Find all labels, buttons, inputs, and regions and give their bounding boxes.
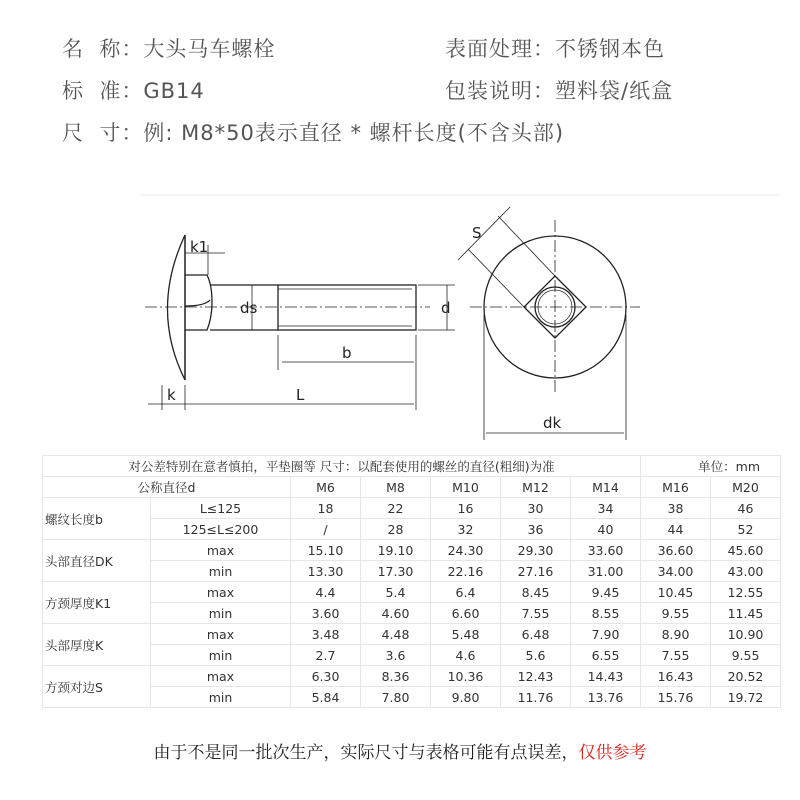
table-cell: 4.6 <box>431 645 501 666</box>
table-cell: 9.55 <box>711 645 781 666</box>
table-cell: 38 <box>641 498 711 519</box>
table-note-row <box>43 456 781 477</box>
spec-label: 尺 寸： <box>62 121 144 145</box>
table-cell: 6.30 <box>291 666 361 687</box>
size-header: M6 <box>291 477 361 498</box>
table-cell: 3.6 <box>361 645 431 666</box>
row-group-label: 头部厚度K <box>43 624 151 666</box>
table-cell: 19.72 <box>711 687 781 708</box>
row-sub-label: min <box>151 603 291 624</box>
size-header: M20 <box>711 477 781 498</box>
table-header-row <box>43 477 781 498</box>
table-cell: 10.90 <box>711 624 781 645</box>
table-cell: 34.00 <box>641 561 711 582</box>
row-group-label: 方颈对边S <box>43 666 151 708</box>
table-cell: 28 <box>361 519 431 540</box>
spec-label: 名 称： <box>62 37 144 61</box>
table-cell: 7.90 <box>571 624 641 645</box>
table-row <box>43 540 781 561</box>
table-cell: 12.55 <box>711 582 781 603</box>
table-row <box>43 687 781 708</box>
table-cell: 11.45 <box>711 603 781 624</box>
table-cell: 6.4 <box>431 582 501 603</box>
table-row <box>43 498 781 519</box>
label-d: d <box>441 299 451 317</box>
nominal-diameter-header: 公称直径d <box>43 477 291 498</box>
row-group-label: 头部直径DK <box>43 540 151 582</box>
row-sub-label: 125≤L≤200 <box>151 519 291 540</box>
label-ds: ds <box>240 299 258 317</box>
label-L: L <box>296 386 305 404</box>
table-cell: 45.60 <box>711 540 781 561</box>
table-cell: 5.6 <box>501 645 571 666</box>
table-cell: 5.4 <box>361 582 431 603</box>
footer-highlight: 仅供参考 <box>578 743 647 763</box>
bolt-front-view <box>458 207 640 440</box>
table-cell: 22.16 <box>431 561 501 582</box>
table-cell: 44 <box>641 519 711 540</box>
size-header: M10 <box>431 477 501 498</box>
table-cell: 52 <box>711 519 781 540</box>
table-cell: 19.10 <box>361 540 431 561</box>
table-cell: 7.80 <box>361 687 431 708</box>
spec-value: 大头马车螺栓 <box>143 37 276 61</box>
row-sub-label: min <box>151 561 291 582</box>
table-cell: 24.30 <box>431 540 501 561</box>
spec-label: 表面处理： <box>445 37 555 61</box>
label-b: b <box>342 344 352 362</box>
table-cell: 22 <box>361 498 431 519</box>
row-sub-label: min <box>151 645 291 666</box>
table-cell: 5.84 <box>291 687 361 708</box>
row-sub-label: max <box>151 624 291 645</box>
table-cell: 4.48 <box>361 624 431 645</box>
spec-value: 塑料袋/纸盒 <box>555 79 674 103</box>
table-cell: 36.60 <box>641 540 711 561</box>
table-cell: 6.60 <box>431 603 501 624</box>
row-group-label: 方颈厚度K1 <box>43 582 151 624</box>
table-cell: 8.45 <box>501 582 571 603</box>
table-cell: 7.55 <box>501 603 571 624</box>
spec-value: 例: M8*50表示直径 * 螺杆长度(不含头部) <box>143 121 565 145</box>
table-cell: 8.36 <box>361 666 431 687</box>
spec-label: 标 准： <box>62 79 144 103</box>
row-sub-label: min <box>151 687 291 708</box>
table-cell: 30 <box>501 498 571 519</box>
row-sub-label: L≤125 <box>151 498 291 519</box>
table-cell: 33.60 <box>571 540 641 561</box>
size-header: M8 <box>361 477 431 498</box>
table-cell: 9.55 <box>641 603 711 624</box>
row-sub-label: max <box>151 582 291 603</box>
table-row <box>43 561 781 582</box>
table-cell: 29.30 <box>501 540 571 561</box>
table-cell: 43.00 <box>711 561 781 582</box>
size-header: M14 <box>571 477 641 498</box>
dimension-table <box>42 455 781 708</box>
table-cell: 4.4 <box>291 582 361 603</box>
spec-label: 包装说明： <box>445 79 555 103</box>
footer-text: 由于不是同一批次生产，实际尺寸与表格可能有点误差， <box>153 743 579 763</box>
table-row <box>43 666 781 687</box>
label-S: S <box>472 224 482 242</box>
table-cell: 15.10 <box>291 540 361 561</box>
table-cell: 9.80 <box>431 687 501 708</box>
table-cell: 4.60 <box>361 603 431 624</box>
table-cell: 7.55 <box>641 645 711 666</box>
table-cell: 31.00 <box>571 561 641 582</box>
table-cell: 11.76 <box>501 687 571 708</box>
table-unit: 单位：mm <box>641 456 781 477</box>
spec-value: 不锈钢本色 <box>555 37 665 61</box>
table-cell: 6.55 <box>571 645 641 666</box>
table-cell: 16.43 <box>641 666 711 687</box>
table-cell: 8.90 <box>641 624 711 645</box>
table-cell: 13.76 <box>571 687 641 708</box>
row-sub-label: max <box>151 666 291 687</box>
table-cell: 12.43 <box>501 666 571 687</box>
table-cell: 13.30 <box>291 561 361 582</box>
label-dk: dk <box>543 414 562 432</box>
table-cell: 36 <box>501 519 571 540</box>
table-row <box>43 519 781 540</box>
table-cell: 6.48 <box>501 624 571 645</box>
table-cell: 20.52 <box>711 666 781 687</box>
label-k1: k1 <box>190 238 209 256</box>
table-cell: 14.43 <box>571 666 641 687</box>
table-note: 对公差特别在意者慎拍，平垫圈等 尺寸：以配套使用的螺丝的直径(粗细)为准 <box>43 456 641 477</box>
table-cell: 2.7 <box>291 645 361 666</box>
table-row <box>43 603 781 624</box>
table-cell: 34 <box>571 498 641 519</box>
table-row <box>43 645 781 666</box>
table-cell: 46 <box>711 498 781 519</box>
footer-note <box>0 738 800 763</box>
table-cell: 27.16 <box>501 561 571 582</box>
table-cell: 40 <box>571 519 641 540</box>
row-sub-label: max <box>151 540 291 561</box>
table-cell: 17.30 <box>361 561 431 582</box>
size-header: M16 <box>641 477 711 498</box>
table-cell: / <box>291 519 361 540</box>
table-cell: 32 <box>431 519 501 540</box>
table-cell: 9.45 <box>571 582 641 603</box>
table-cell: 3.48 <box>291 624 361 645</box>
label-k: k <box>167 386 176 404</box>
table-cell: 10.45 <box>641 582 711 603</box>
row-group-label: 螺纹长度b <box>43 498 151 540</box>
table-cell: 16 <box>431 498 501 519</box>
bolt-side-view <box>145 235 455 410</box>
table-cell: 8.55 <box>571 603 641 624</box>
table-row <box>43 582 781 603</box>
table-cell: 15.76 <box>641 687 711 708</box>
table-row <box>43 624 781 645</box>
table-cell: 5.48 <box>431 624 501 645</box>
spec-value: GB14 <box>143 79 205 103</box>
table-cell: 3.60 <box>291 603 361 624</box>
size-header: M12 <box>501 477 571 498</box>
table-cell: 10.36 <box>431 666 501 687</box>
table-cell: 18 <box>291 498 361 519</box>
